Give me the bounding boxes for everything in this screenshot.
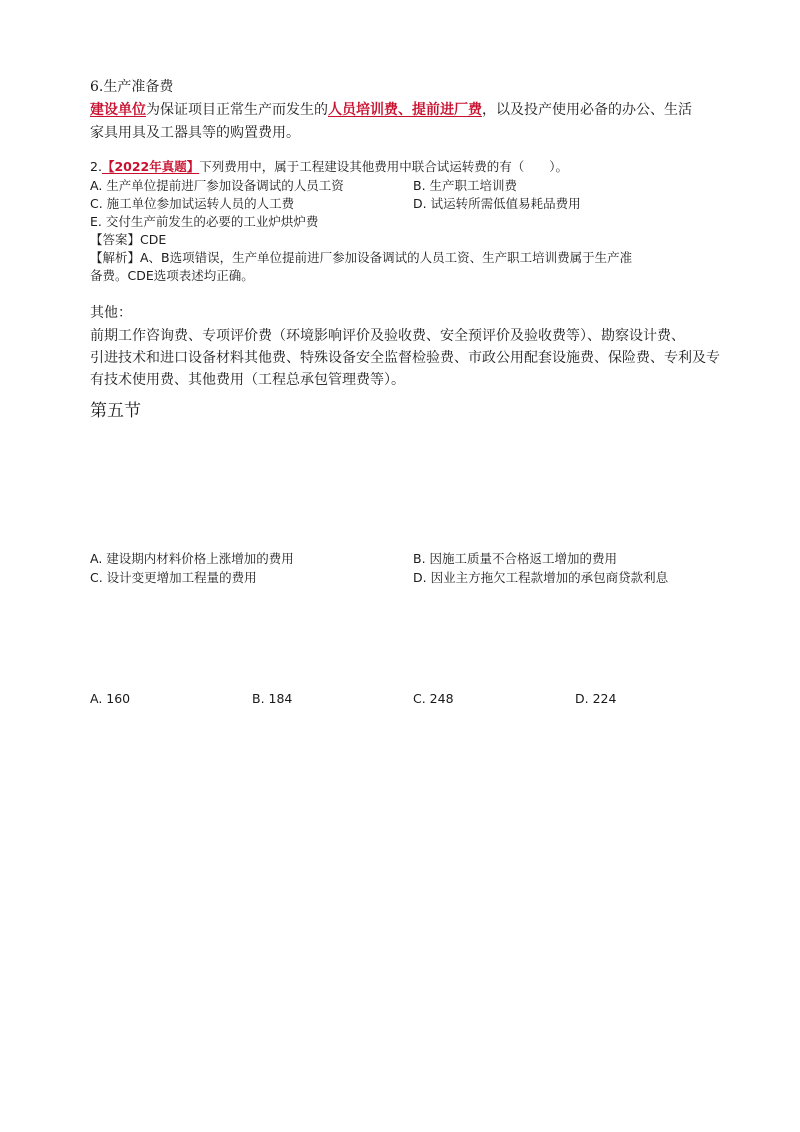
option-d: D. 试运转所需低值易耗品费用 xyxy=(413,196,581,211)
other-line: 前期工作咨询费、专项评价费（环境影响评价及验收费、安全预评价及验收费等）、勘察设计费、 xyxy=(90,328,685,344)
other-line: 引进技术和进口设备材料其他费、特殊设备安全监督检验费、市政公用配套设施费、保险费、专利及专 xyxy=(90,350,720,366)
highlight-term: 建设单位 xyxy=(90,102,146,118)
option-e: E. 交付生产前发生的必要的工业炉烘炉费 xyxy=(90,214,319,229)
section-paragraph xyxy=(90,99,735,121)
question-number: 2. xyxy=(90,159,102,174)
option-c: C. 248 xyxy=(413,691,454,706)
paragraph-text: ，以及投产使用必备的办公、生活 xyxy=(482,102,692,118)
analysis-text: 备费。CDE选项表述均正确。 xyxy=(90,268,254,283)
option-d: D. 因业主方拖欠工程款增加的承包商贷款利息 xyxy=(413,570,669,585)
question-text: 下列费用中，属于工程建设其他费用中联合试运转费的有（ ）。 xyxy=(199,159,568,174)
option-c: C. 施工单位参加试运转人员的人工费 xyxy=(90,196,295,211)
other-title: 其他： xyxy=(90,305,132,321)
option-d: D. 224 xyxy=(575,691,617,706)
section-heading: 6.生产准备费 xyxy=(90,79,174,95)
section-title: 第五节 xyxy=(90,401,141,421)
exam-tag: 【2022年真题】 xyxy=(101,159,200,174)
option-b: B. 生产职工培训费 xyxy=(413,178,518,193)
paragraph-text: 为保证项目正常生产而发生的 xyxy=(146,102,328,118)
option-b: B. 184 xyxy=(252,691,293,706)
other-line: 有技术使用费、其他费用（工程总承包管理费等）。 xyxy=(90,372,405,388)
option-a: A. 160 xyxy=(90,691,131,706)
answer-text: 【答案】CDE xyxy=(90,232,167,247)
highlight-term: 人员培训费、提前进厂费 xyxy=(328,102,482,118)
option-a: A. 建设期内材料价格上涨增加的费用 xyxy=(90,551,294,566)
analysis-text: 【解析】A、B选项错误，生产单位提前进厂参加设备调试的人员工资、生产职工培训费属于生产准 xyxy=(90,250,633,265)
question-stem xyxy=(90,158,568,176)
option-c: C. 设计变更增加工程量的费用 xyxy=(90,570,257,585)
paragraph-line: 家具用具及工器具等的购置费用。 xyxy=(90,125,300,141)
option-a: A. 生产单位提前进厂参加设备调试的人员工资 xyxy=(90,178,344,193)
option-b: B. 因施工质量不合格返工增加的费用 xyxy=(413,551,618,566)
